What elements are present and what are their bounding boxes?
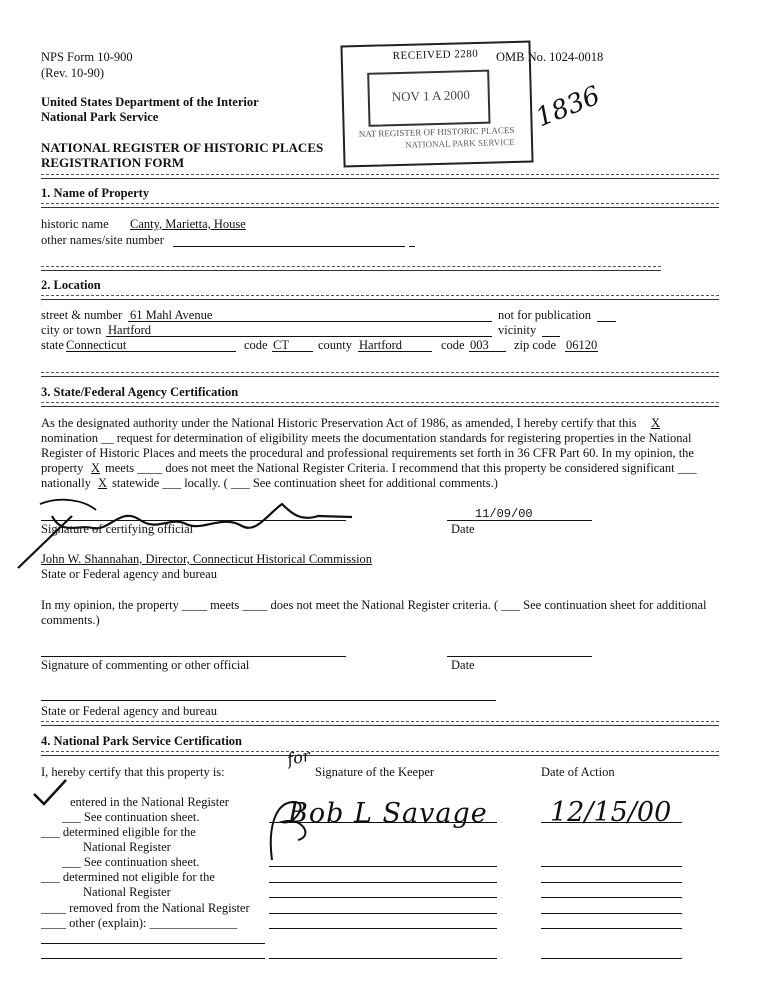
omb-number: OMB No. 1024-0018 [496, 50, 604, 64]
certification-text-line-5b: statewide ___ locally. ( ___ See continuation sheet for additional comments.) [112, 476, 498, 490]
certification-text-line-2: nomination __ request for determination of eligibility meets the documentation standards for registering properties in the National [41, 431, 692, 445]
zip-value: 06120 [566, 338, 598, 352]
action-line [541, 958, 682, 959]
significance-mark: X [98, 476, 108, 490]
certification-text-line-4a: property [41, 461, 84, 475]
city-value: Hartford [108, 323, 152, 337]
explain-line [41, 943, 265, 944]
keeper-line [269, 913, 497, 914]
county-code-value: 003 [470, 338, 489, 352]
not-for-publication-line [597, 321, 616, 322]
commenting-signature-label: Signature of commenting or other official [41, 658, 250, 672]
stamp-date-box [367, 70, 490, 127]
historic-name-value: Canty, Marietta, House [130, 217, 246, 231]
certification-date-label: Date [451, 522, 475, 536]
divider [41, 372, 719, 377]
agency-bureau-line [41, 700, 496, 701]
form-title: NATIONAL REGISTER OF HISTORIC PLACES [41, 140, 324, 155]
other-names-line [409, 246, 415, 247]
section-3-heading: 3. State/Federal Agency Certification [41, 385, 239, 399]
status-other: ____ other (explain): ______________ [41, 916, 238, 930]
vicinity-label: vicinity [498, 323, 537, 337]
keeper-signature: Bob L Savage [288, 798, 488, 829]
divider [41, 174, 719, 179]
keeper-line [269, 897, 497, 898]
code-label: code [244, 338, 268, 352]
status-eligible-continuation: ___ See continuation sheet. [62, 855, 200, 869]
certification-text-line-1: As the designated authority under the National Historic Preservation Act of 1986, as amended, I hereby certify that this [41, 416, 637, 430]
certification-text-line-3: Register of Historic Places and meets the procedural and professional requirements set forth in 36 CFR Part 60. In my opinion, the [41, 446, 694, 460]
code-line [272, 351, 313, 352]
certification-date: 11/09/00 [475, 507, 533, 521]
keeper-signature-line [269, 822, 497, 823]
commenting-date-line [447, 656, 592, 657]
status-eligible-register: National Register [83, 840, 171, 854]
zip-label: zip code [514, 338, 556, 352]
county-code-label: code [441, 338, 465, 352]
divider [41, 266, 661, 271]
opinion-text-line-1: In my opinion, the property ____ meets ____ does not meet the National Register criteria. ( ___ See continuation sheet for additional [41, 598, 707, 612]
action-line [541, 882, 682, 883]
divider [41, 203, 719, 208]
vicinity-line [542, 336, 560, 337]
department-name: United States Department of the Interior [41, 95, 259, 109]
divider [41, 402, 719, 407]
state-label: state [41, 338, 64, 352]
agency-bureau-label-2: State or Federal agency and bureau [41, 704, 217, 718]
stamp-line-4: NATIONAL PARK SERVICE [404, 136, 515, 150]
keeper-signature-label: Signature of the Keeper [315, 765, 435, 779]
street-label: street & number [41, 308, 123, 322]
action-date-line [541, 822, 682, 823]
stamp-received: RECEIVED 2280 [392, 47, 479, 63]
county-code-line [469, 351, 506, 352]
street-line [128, 321, 492, 322]
section-2-heading: 2. Location [41, 278, 101, 292]
received-stamp [340, 41, 533, 168]
certification-date-line [447, 520, 592, 521]
checkmark-icon [30, 778, 70, 808]
commenting-signature-line [41, 656, 346, 657]
divider [41, 295, 719, 300]
historic-name-label: historic name [41, 217, 109, 231]
keeper-line [269, 866, 497, 867]
state-value: Connecticut [66, 338, 127, 352]
divider [41, 751, 719, 756]
status-eligible: ___ determined eligible for the [41, 825, 196, 839]
explain-line [41, 958, 265, 959]
certifying-official-name: John W. Shannahan, Director, Connecticut Historical Commission [41, 552, 373, 566]
commenting-date-label: Date [451, 658, 475, 672]
certification-text-line-4b: meets ____ does not meet the National Register Criteria. I recommend that this property be considered significant ___ [105, 461, 697, 475]
status-entered: entered in the National Register [70, 795, 229, 809]
status-not-eligible: ___ determined not eligible for the [41, 870, 215, 884]
code-value: CT [273, 338, 289, 352]
action-line [541, 913, 682, 914]
section-1-heading: 1. Name of Property [41, 186, 150, 200]
action-line [541, 866, 682, 867]
county-label: county [318, 338, 353, 352]
agency-bureau-label: State or Federal agency and bureau [41, 567, 217, 581]
status-entered-continuation: ___ See continuation sheet. [62, 810, 200, 824]
date-of-action-label: Date of Action [541, 765, 615, 779]
certification-text-line-5a: nationally [41, 476, 91, 490]
meets-mark: X [91, 461, 101, 475]
keeper-line [269, 928, 497, 929]
street-value: 61 Mahl Avenue [130, 308, 213, 322]
service-name: National Park Service [41, 110, 159, 124]
keeper-line [269, 882, 497, 883]
action-line [541, 928, 682, 929]
handwritten-for: for [285, 745, 312, 770]
other-names-label: other names/site number [41, 233, 164, 247]
handwritten-number: 1836 [531, 80, 605, 134]
city-label: city or town [41, 323, 102, 337]
status-removed: ____ removed from the National Register [41, 901, 250, 915]
keeper-line [269, 958, 497, 959]
certify-property-label: I, hereby certify that this property is: [41, 765, 225, 779]
action-date: 12/15/00 [550, 797, 672, 828]
zip-line [565, 351, 598, 352]
not-for-publication-label: not for publication [498, 308, 592, 322]
certifying-signature-line [41, 520, 346, 521]
other-names-line [173, 246, 405, 247]
stamp-date: NOV 1 A 2000 [391, 87, 471, 105]
divider [41, 721, 719, 726]
form-subtitle: REGISTRATION FORM [41, 155, 185, 170]
city-line [106, 336, 492, 337]
action-line [541, 897, 682, 898]
status-not-eligible-register: National Register [83, 885, 171, 899]
form-revision: (Rev. 10-90) [41, 66, 105, 80]
county-line [358, 351, 432, 352]
nomination-mark: X [651, 416, 661, 430]
certifying-signature-label: Signature of certifying official [41, 522, 194, 536]
form-number: NPS Form 10-900 [41, 50, 133, 64]
stamp-line-3: NAT REGISTER OF HISTORIC PLACES [358, 124, 515, 140]
county-value: Hartford [359, 338, 403, 352]
state-line [66, 351, 236, 352]
section-4-heading: 4. National Park Service Certification [41, 734, 242, 748]
opinion-text-line-2: comments.) [41, 613, 100, 627]
